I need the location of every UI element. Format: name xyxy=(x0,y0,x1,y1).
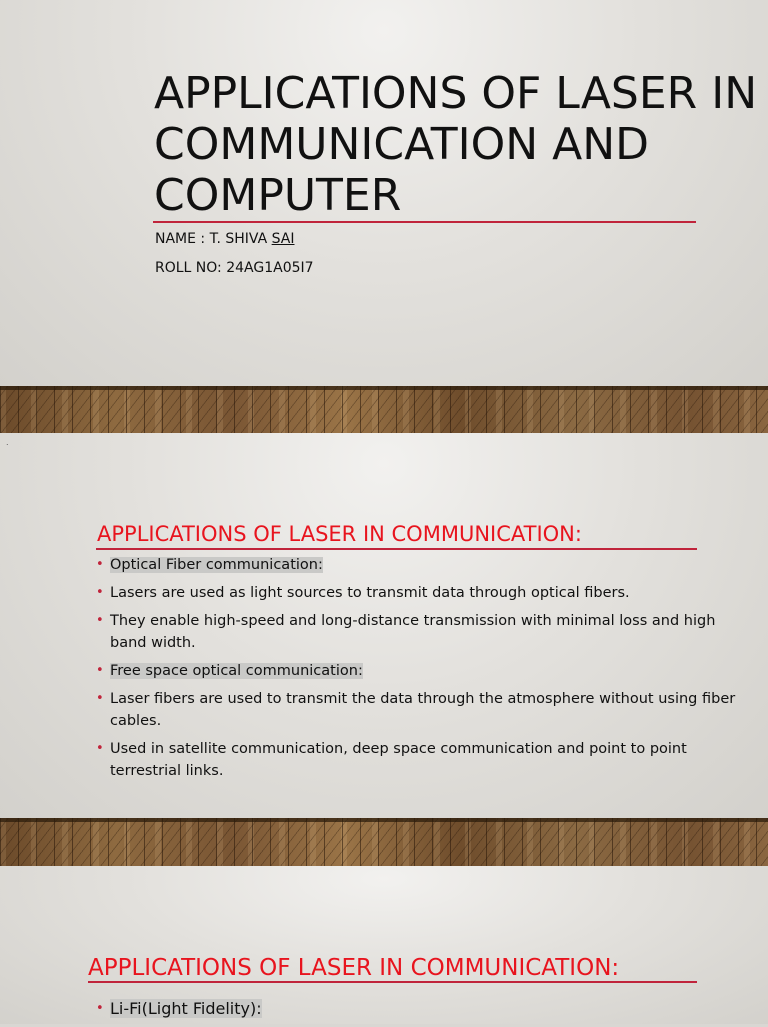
section-underline xyxy=(96,548,697,550)
roll-number: ROLL NO: 24AG1A05I7 xyxy=(155,260,314,276)
list-item xyxy=(96,582,756,604)
name-underlined: SAI xyxy=(271,231,295,247)
name-label: NAME : T. SHIVA xyxy=(155,231,272,247)
bullet-text: Li-Fi(Light Fidelity): xyxy=(110,999,262,1018)
bullet-icon: • xyxy=(96,557,104,572)
author-name xyxy=(155,231,295,247)
bullet-text: Optical Fiber communication: xyxy=(110,557,323,573)
bullet-icon: • xyxy=(96,663,104,678)
bullet-icon: • xyxy=(96,691,104,706)
bullet-icon: • xyxy=(96,585,104,600)
bullet-list xyxy=(96,998,756,1027)
list-item xyxy=(96,998,756,1021)
bullet-icon: • xyxy=(96,613,104,628)
list-item xyxy=(96,610,756,654)
list-item xyxy=(96,688,756,732)
section-title: APPLICATIONS OF LASER IN COMMUNICATION: xyxy=(97,522,582,546)
list-item xyxy=(96,660,756,682)
bullet-text: Free space optical communication: xyxy=(110,663,363,679)
list-item xyxy=(96,554,756,576)
bullet-text: Laser fibers are used to transmit the data through the atmosphere without using fiber cables. xyxy=(110,691,736,729)
title-underline xyxy=(153,221,696,223)
bullet-list xyxy=(96,554,756,788)
bullet-text: They enable high-speed and long-distance transmission with minimal loss and high band width. xyxy=(110,613,716,651)
bullet-text: Used in satellite communication, deep space communication and point to point terrestrial links. xyxy=(110,741,687,779)
wood-floor-divider xyxy=(0,818,768,866)
presentation-title: APPLICATIONS OF LASER IN COMMUNICATION AND COMPUTER xyxy=(154,68,758,221)
wood-floor-divider xyxy=(0,386,768,433)
bullet-text: Lasers are used as light sources to transmit data through optical fibers. xyxy=(110,585,630,601)
list-item xyxy=(96,738,756,782)
bullet-icon: • xyxy=(96,1001,104,1016)
stray-dot: . xyxy=(6,438,9,447)
section-underline xyxy=(88,981,697,983)
section-title: APPLICATIONS OF LASER IN COMMUNICATION: xyxy=(88,955,620,981)
bullet-icon: • xyxy=(96,741,104,756)
